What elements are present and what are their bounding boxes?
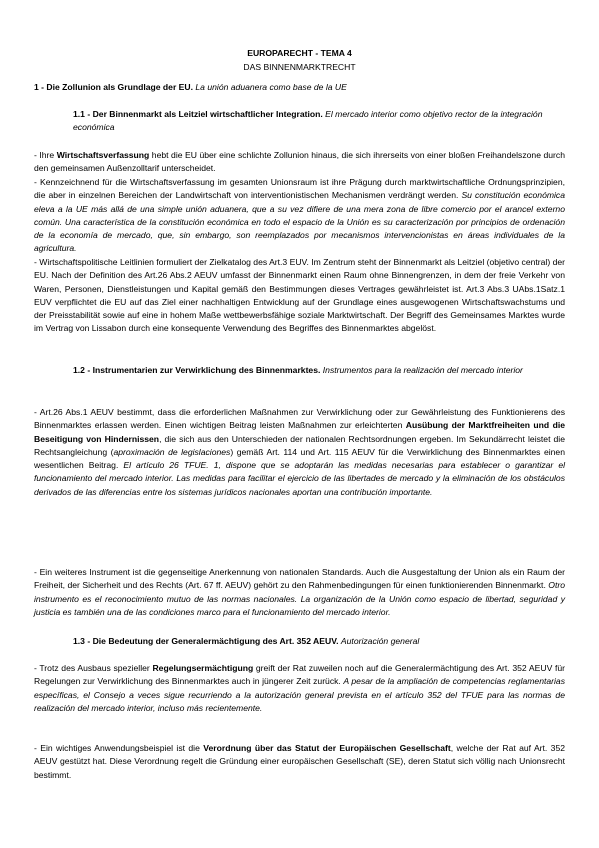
section-1-1-title: 1.1 - Der Binnenmarkt als Leitziel wirtschaftlicher Integration. [73,109,323,119]
section-1-3-paragraph-1 [34,662,565,715]
text-run: - Trotz des Ausbaus spezieller [34,663,153,673]
text-run: , welche der Rat auf Art. 352 AEUV gestützt hat. Diese Verordnung regelt die Gründung einer europäischen Gesellschaft (SE), deren Statut sich völlig nach Unionsrecht bestimmt. [34,743,566,780]
section-1-2-title-es: Instrumentos para la realización del mercado interior [322,365,523,375]
text-run: - Wirtschaftspolitische Leitlinien formuliert der Zielkatalog des Art.3 EUV. Im Zentrum steht der Binnenmarkt als Leitziel (objetivo central) der EU. Nach der Definition des Art.26 Abs.2 AEUV umfasst der Binnenmarkt einen Raum ohne Binnengrenzen, in dem der freie Verkehr von Waren, Personen, Dienstleistungen und Kapital gemäß den Bestimmungen dieses Vertrages gewährleistet ist. Art.3 Abs.3 UAbs.1Satz.1 EUV verpflichtet die EU auf das Ziel einer nachhaltigen Entwicklung auf der Grundlage eines ausgewogenen Wirtschaftswachstums und der Preisstabilität sowie auf eine in hohem Maße wettbewerbsfähige soziale Marktwirtschaft. Der Begriff des Gemeinsames Marktes wurde im Vertrag von Lissabon durch eine konsequente Verwendung des Begriffes des Binnenmarktes abgelöst. [34,257,565,334]
document-title: EUROPARECHT - TEMA 4 [247,48,352,58]
bold-term: Ausübung der Marktfreiheiten und die Beseitigung von Hindernissen [34,420,565,444]
section-1-heading [34,81,574,94]
section-1-label: 1 - Die Zollunion als Grundlage der EU. [34,82,194,92]
section-1-1-title-es: El mercado interior como objetivo rector de la integración económica [73,109,543,133]
text-run: hebt die EU über eine schlichte Zollunion hinaus, die sich ihrerseits von einer bloßen Freihandelszone durch den gemeinsamen Außenzolltarif unterscheidet. [34,150,565,174]
text-run: - Ein weiteres Instrument ist die gegenseitige Anerkennung von nationalen Standards. Auch die Ausgestaltung der Union als ein Raum der Freiheit, der Sicherheit und des Rechts (Art. 67 ff. AEUV) gehört zu den Rahmenbedingungen für einen funktionierenden Binnenmarkt. [34,567,565,591]
section-1-2-heading [73,364,573,377]
spanish-translation: El artículo 26 TFUE. 1, dispone que se adoptarán las medidas necesarias para establecer o garantizar el funcionamiento del mercado interior. Las medidas para facilitar el ejercicio de las libertades de mercado y la eliminación de los obstáculos derivados de las diferencias entre los sistemas jurídicos nacionales aportan una contribución importante. [34,460,566,497]
text-run: , die sich aus den Unterschieden der nationalen Rechtsordnungen ergeben. Im Sekundärrecht leistet die Rechtsangleichung ( [34,433,565,457]
bold-term: Regelungsermächtigung [152,663,254,673]
section-1-1-paragraph-2 [34,176,565,256]
section-1-1-paragraph-3 [34,256,565,336]
spanish-translation: Su constitución económica eleva a la UE más allá de una simple unión aduanera, que a su vez difiere de una mera zona de libre comercio por el arancel externo común. Una característica de la constitución económica en todo el espacio de la Unión es su caracterización por principios de ordenación de la economía de mercado, que, sin embargo, son reemplazados por mecanismos intervencionistas en áreas individuales de la agricultura. [34,190,565,254]
section-1-3-title: 1.3 - Die Bedeutung der Generalermächtigung des Art. 352 AEUV. [73,636,339,646]
document-subtitle: DAS BINNENMARKTRECHT [243,62,356,72]
text-run: - Ihre [34,150,57,160]
spanish-term: aproximación de legislaciones [113,446,231,457]
section-1-1-heading [73,108,573,135]
spanish-translation: Otro instrumento es el reconocimiento mutuo de las normas nacionales. La organización de la Unión como espacio de libertad, seguridad y justicia es también una de las condiciones marco para el funcionamiento del mercado interior. [34,580,565,617]
text-run: ) gemäß Art. 114 und Art. 115 AEUV für die Verwirklichung des Binnenmarktes einen wesentlichen Beitrag. [34,446,565,471]
text-run: - Art.26 Abs.1 AEUV bestimmt, dass die erforderlichen Maßnahmen zur Verwirklichung oder zur Gewährleistung des Funktionierens des Binnenmarktes erlassen werden. Einen wichtigen Beitrag leisten Maßnahmen zur erleichterten [34,407,565,431]
bold-term: Wirtschaftsverfassung [56,150,150,160]
text-run: - Kennzeichnend für die Wirtschaftsverfassung im gesamten Unionsraum ist ihre Prägung durch marktwirtschaftliche Ordnungsprinzipien, die aber in einzelnen Bereichen der Landwirtschaft von interventionistischen Mechanismen verdrängt werden. [34,177,565,201]
section-1-3-paragraph-2 [34,742,565,782]
section-1-3-heading [73,635,573,648]
text-run: greift der Rat zuweilen noch auf die Generalermächtigung des Art. 352 AEUV für Regelungen zur Verwirklichung des Binnenmarktes auch in jüngerer Zeit zurück. [34,663,565,687]
section-1-2-paragraph-2 [34,566,565,619]
section-1-label-es: La unión aduanera como base de la UE [195,82,347,92]
text-run: - Ein wichtiges Anwendungsbeispiel ist die [34,743,204,753]
spanish-translation: A pesar de la ampliación de competencias reglamentarias específicas, el Consejo a veces sigue recurriendo a la autorización general prevista en el artículo 352 del TFUE para las normas de realización del mercado interior, incluso más recientemente. [34,676,566,713]
section-1-1-paragraph-1 [34,149,565,176]
section-1-3-title-es: Autorización general [340,636,420,646]
bold-term: Verordnung über das Statut der Europäischen Gesellschaft [203,743,451,753]
section-1-2-paragraph-1 [34,406,565,499]
section-1-2-title: 1.2 - Instrumentarien zur Verwirklichung des Binnenmarktes. [73,365,321,375]
